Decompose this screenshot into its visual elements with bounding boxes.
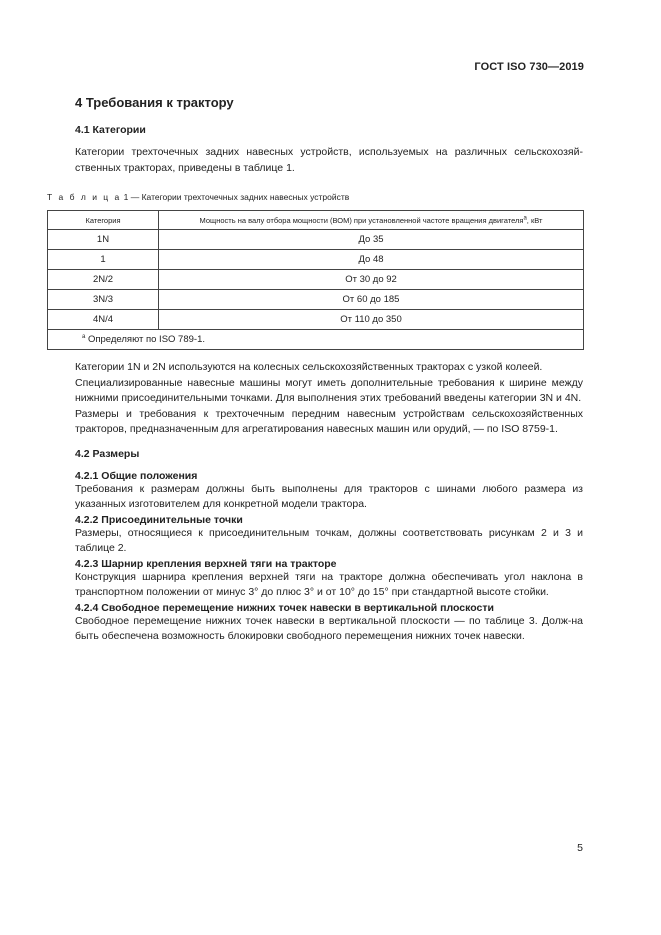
cell-category: 1N: [48, 230, 159, 250]
table-caption-text: 1 — Категории трехточечных задних навесных устройств: [123, 192, 350, 202]
table-1: [47, 210, 584, 350]
col-header-category: Категория: [48, 211, 159, 230]
section-4-title: 4 Требования к трактору: [75, 95, 234, 110]
section-4-1-title: 4.1 Категории: [75, 124, 146, 136]
table-1-caption: [47, 192, 583, 202]
section-4-2-title: 4.2 Размеры: [75, 447, 140, 460]
page-number: 5: [577, 842, 583, 854]
paragraph-specialized-machines: Специализированные навесные машины могут иметь дополнительные требования к ширине между нижними присоединительными точками. Для выполнения этих требований введены категории 3N и 4N.: [75, 376, 583, 404]
section-4-2-1-title: 4.2.1 Общие положения: [75, 469, 198, 482]
cell-power: От 110 до 350: [159, 310, 584, 330]
section-4-1-paragraph: Категории трехточечных задних навесных устройств, используемых на различных сельскохозяй-ственных тракторах, приведены в таблице 1.: [75, 146, 583, 174]
table-row: [48, 290, 584, 310]
cell-category: 3N/3: [48, 290, 159, 310]
cell-power: От 30 до 92: [159, 270, 584, 290]
paragraph-front-hitch: Размеры и требования к трехточечным передним навесным устройствам сельскохозяйственных тракторов, предназначенным для агрегатирования навесных машин или орудий, — по ISO 8759-1.: [75, 407, 583, 435]
cell-power: До 35: [159, 230, 584, 250]
table-caption-prefix: Т а б л и ц а: [47, 192, 122, 202]
cell-power: До 48: [159, 250, 584, 270]
cell-category: 2N/2: [48, 270, 159, 290]
paragraph-narrow-track: Категории 1N и 2N используются на колесных сельскохозяйственных тракторах с узкой колеей.: [75, 361, 543, 373]
footnote-mark: a: [82, 333, 86, 340]
section-4-2-3-title: 4.2.3 Шарнир крепления верхней тяги на тракторе: [75, 557, 337, 570]
table-row: [48, 270, 584, 290]
cell-category: 4N/4: [48, 310, 159, 330]
col-header-power-unit: , кВт: [526, 215, 543, 225]
col-header-power-text: Мощность на валу отбора мощности (ВОМ) при установленной частоте вращения двигателя: [199, 215, 524, 225]
table-row: [48, 230, 584, 250]
page-content: [47, 95, 583, 645]
table-row: [48, 310, 584, 330]
table-row: [48, 250, 584, 270]
col-header-power-footnote-mark: a: [523, 215, 527, 221]
cell-power: От 60 до 185: [159, 290, 584, 310]
section-4-2-1-text: Требования к размерам должны быть выполнены для тракторов с шинами любого размера из указанных изготовителем для конкретной модели трактора.: [75, 482, 583, 510]
table-footnote: [48, 330, 584, 350]
section-4-2-3-text: Конструкция шарнира крепления верхней тяги на тракторе должна обеспечивать угол наклона в транспортном положении от минус 3° до плюс 3° и от 10° до 15° при стандартной высоте стойки.: [75, 570, 583, 598]
document-id: ГОСТ ISO 730—2019: [474, 61, 584, 73]
footnote-text: Определяют по ISO 789-1.: [87, 334, 205, 345]
section-4-2-4-text: Свободное перемещение нижних точек навески в вертикальной плоскости — по таблице 3. Долж-на быть обеспечена возможность блокировки свободного перемещения нижних точек навески.: [75, 614, 583, 642]
section-4-2-4-title: 4.2.4 Свободное перемещение нижних точек навески в вертикальной плоскости: [75, 601, 494, 614]
cell-category: 1: [48, 250, 159, 270]
table-footnote-row: [48, 330, 584, 350]
col-header-power: [159, 211, 584, 230]
section-4-2-2-title: 4.2.2 Присоединительные точки: [75, 513, 243, 526]
section-4-2-2-text: Размеры, относящиеся к присоединительным точкам, должны соответствовать рисункам 2 и 3 и таблице 2.: [75, 526, 583, 554]
table-header-row: [48, 211, 584, 230]
